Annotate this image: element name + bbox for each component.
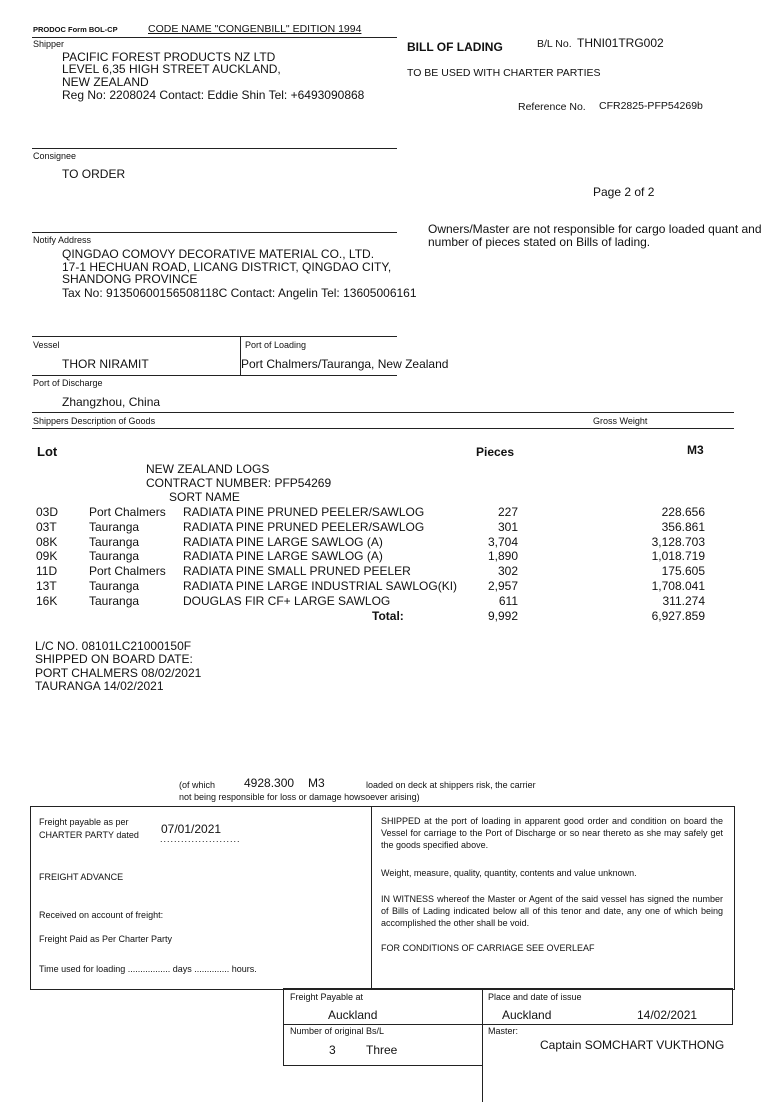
lc-line-1: L/C NO. 08101LC21000150F xyxy=(35,639,192,653)
consignee-value: TO ORDER xyxy=(62,167,126,181)
document-title: BILL OF LADING xyxy=(407,40,503,54)
deck-unit: M3 xyxy=(308,776,325,790)
total-label: Total: xyxy=(372,609,404,623)
table-row xyxy=(0,505,781,520)
row-port: Port Chalmers xyxy=(89,564,166,578)
row-lot: 16K xyxy=(36,594,58,608)
terms-shipped: SHIPPED at the port of loading in apparent good order and condition on board the Vessel for carriage to the Port of Discharge or so near thereto as she may safely get the goods specified above. xyxy=(381,816,723,850)
lc-line-4: TAURANGA 14/02/2021 xyxy=(35,679,164,693)
row-lot: 09K xyxy=(36,549,58,563)
page-indicator: Page 2 of 2 xyxy=(593,185,655,199)
originals-word: Three xyxy=(366,1043,398,1057)
bl-number: THNI01TRG002 xyxy=(577,36,664,50)
row-description: RADIATA PINE PRUNED PEELER/SAWLOG xyxy=(183,520,425,534)
row-lot: 03T xyxy=(36,520,57,534)
freight-advance: FREIGHT ADVANCE xyxy=(39,872,124,882)
port-of-loading-label: Port of Loading xyxy=(245,340,307,350)
row-m3: 3,128.703 xyxy=(651,535,705,549)
row-description: DOUGLAS FIR CF+ LARGE SAWLOG xyxy=(183,594,391,608)
table-row xyxy=(0,520,781,535)
row-pieces: 227 xyxy=(497,505,518,519)
column-lot: Lot xyxy=(37,444,58,459)
form-code-name: CODE NAME "CONGENBILL" EDITION 1994 xyxy=(148,23,362,35)
reference-number: CFR2825-PFP54269b xyxy=(599,100,703,112)
row-port: Tauranga xyxy=(89,549,140,563)
row-description: RADIATA PINE LARGE INDUSTRIAL SAWLOG(KI) xyxy=(183,579,458,593)
row-pieces: 611 xyxy=(498,594,518,608)
originals-label: Number of original Bs/L xyxy=(290,1026,385,1036)
row-lot: 11D xyxy=(36,564,58,578)
notify-line-2: 17-1 HECHUAN ROAD, LICANG DISTRICT, QINGDAO CITY, xyxy=(62,260,392,274)
deck-amount: 4928.300 xyxy=(244,776,295,790)
row-port: Tauranga xyxy=(89,535,140,549)
consignee-label: Consignee xyxy=(33,151,77,161)
row-m3: 175.605 xyxy=(661,564,705,578)
shipper-line-4: Reg No: 2208024 Contact: Eddie Shin Tel: +6493090868 xyxy=(62,88,365,102)
row-pieces: 3,704 xyxy=(487,535,518,549)
freight-payable-at-label: Freight Payable at xyxy=(290,992,364,1002)
notify-line-1: QINGDAO COMOVY DECORATIVE MATERIAL CO., LTD. xyxy=(62,247,375,261)
bl-label: B/L No. xyxy=(537,38,572,50)
goods-desc-line-1: NEW ZEALAND LOGS xyxy=(146,462,270,476)
row-port: Port Chalmers xyxy=(89,505,166,519)
row-lot: 13T xyxy=(36,579,57,593)
shipper-line-3: NEW ZEALAND xyxy=(62,75,149,89)
shipper-line-2: LEVEL 6,35 HIGH STREET AUCKLAND, xyxy=(62,62,281,76)
lc-line-3: PORT CHALMERS 08/02/2021 xyxy=(35,666,202,680)
total-pieces: 9,992 xyxy=(487,609,518,623)
reference-label: Reference No. xyxy=(518,101,586,113)
notify-line-4: Tax No: 91350600156508118C Contact: Angelin Tel: 13605006161 xyxy=(62,286,417,300)
received-on-account: Received on account of freight: xyxy=(39,910,164,920)
charter-party-label: CHARTER PARTY dated xyxy=(39,830,139,840)
row-port: Tauranga xyxy=(89,520,140,534)
port-of-discharge-value: Zhangzhou, China xyxy=(62,395,161,409)
vessel-label: Vessel xyxy=(33,340,60,350)
freight-payable-label: Freight payable as per xyxy=(39,817,129,827)
deck-line-2: not being responsible for loss or damage howsoever arising) xyxy=(179,792,420,802)
freight-payable-at-value: Auckland xyxy=(328,1008,378,1022)
charter-party-date: 07/01/2021 xyxy=(161,822,222,836)
deck-suffix: loaded on deck at shippers risk, the carrier xyxy=(366,780,536,790)
place-of-issue: Auckland xyxy=(502,1008,552,1022)
row-lot: 03D xyxy=(36,505,59,519)
master-label: Master: xyxy=(488,1026,519,1036)
total-m3: 6,927.859 xyxy=(651,609,705,623)
originals-number: 3 xyxy=(329,1043,336,1057)
document-subtitle: TO BE USED WITH CHARTER PARTIES xyxy=(407,67,601,79)
table-row xyxy=(0,535,781,550)
goods-desc-line-2: CONTRACT NUMBER: PFP54269 xyxy=(146,476,332,490)
master-name: Captain SOMCHART VUKTHONG xyxy=(540,1038,725,1052)
table-row xyxy=(0,579,781,594)
shipper-label: Shipper xyxy=(33,39,65,49)
goods-desc-line-3: SORT NAME xyxy=(169,490,240,504)
table-row xyxy=(0,549,781,564)
row-description: RADIATA PINE LARGE SAWLOG (A) xyxy=(183,535,383,549)
row-description: RADIATA PINE PRUNED PEELER/SAWLOG xyxy=(183,505,425,519)
port-of-loading-value: Port Chalmers/Tauranga, New Zealand xyxy=(241,357,449,371)
row-description: RADIATA PINE SMALL PRUNED PEELER xyxy=(183,564,411,578)
lc-line-2: SHIPPED ON BOARD DATE: xyxy=(35,652,193,666)
port-of-discharge-label: Port of Discharge xyxy=(33,378,103,388)
notify-label: Notify Address xyxy=(33,235,92,245)
deck-prefix: (of which xyxy=(179,780,216,790)
table-row xyxy=(0,594,781,609)
terms-weight: Weight, measure, quality, quantity, contents and value unknown. xyxy=(381,868,637,878)
shipper-line-1: PACIFIC FOREST PRODUCTS NZ LTD xyxy=(62,50,276,64)
goods-label: Shippers Description of Goods xyxy=(33,416,156,426)
row-port: Tauranga xyxy=(89,579,140,593)
row-m3: 1,018.719 xyxy=(651,549,705,563)
place-date-label: Place and date of issue xyxy=(488,992,582,1002)
row-lot: 08K xyxy=(36,535,58,549)
row-port: Tauranga xyxy=(89,594,140,608)
form-prefix: PRODOC Form BOL-CP xyxy=(33,25,118,34)
row-m3: 1,708.041 xyxy=(651,579,705,593)
row-m3: 228.656 xyxy=(661,505,705,519)
terms-conditions: FOR CONDITIONS OF CARRIAGE SEE OVERLEAF xyxy=(381,943,595,953)
row-pieces: 301 xyxy=(497,520,518,534)
notify-line-3: SHANDONG PROVINCE xyxy=(62,272,198,286)
row-pieces: 1,890 xyxy=(487,549,518,563)
time-used-loading: Time used for loading ................. days .............. hours. xyxy=(39,964,257,974)
row-m3: 311.274 xyxy=(662,594,705,608)
freight-paid: Freight Paid as Per Charter Party xyxy=(39,934,173,944)
table-row xyxy=(0,564,781,579)
owners-note: Owners/Master are not responsible for cargo loaded quant and number of pieces stated on Bills of lading. xyxy=(428,222,762,249)
row-pieces: 2,957 xyxy=(487,579,518,593)
totals-row xyxy=(0,609,781,624)
row-description: RADIATA PINE LARGE SAWLOG (A) xyxy=(183,549,383,563)
gross-weight-label: Gross Weight xyxy=(593,416,648,426)
column-pieces: Pieces xyxy=(476,445,515,459)
vessel-value: THOR NIRAMIT xyxy=(62,357,149,371)
terms-witness: IN WITNESS whereof the Master or Agent of the said vessel has signed the number of Bills of Lading indicated below all of this tenor and date, any one of which being accomplished the other shall be void. xyxy=(381,894,723,928)
row-pieces: 302 xyxy=(497,564,518,578)
column-m3: M3 xyxy=(687,443,704,457)
row-m3: 356.861 xyxy=(661,520,705,534)
date-of-issue: 14/02/2021 xyxy=(637,1008,698,1022)
